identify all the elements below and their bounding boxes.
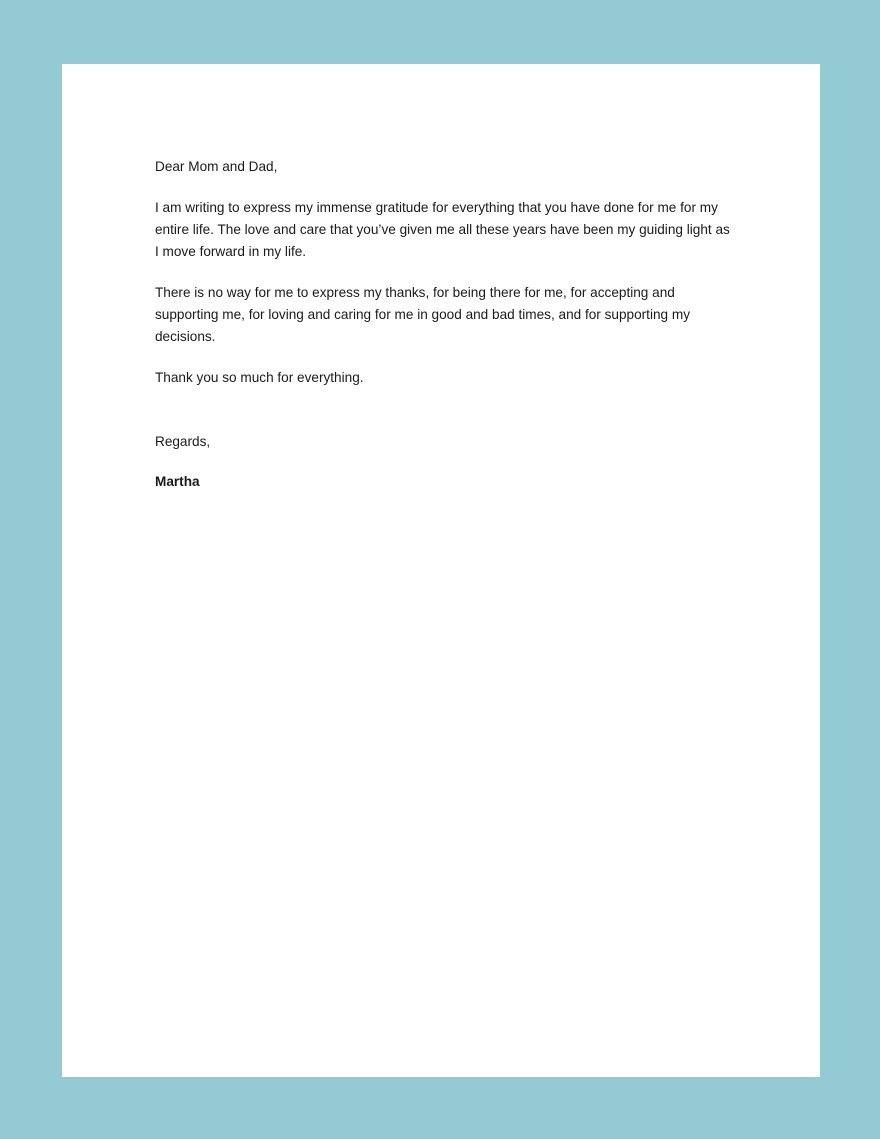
salutation: Dear Mom and Dad,: [155, 159, 278, 174]
paragraph-thanks: There is no way for me to express my thanks, for being there for me, for accepting and supporting me, for loving and caring for me in good and bad times, and for supporting my decisions.: [155, 285, 690, 344]
letter-page: [62, 64, 820, 1077]
sign-off: Regards,: [155, 434, 211, 449]
closing-line: Thank you so much for everything.: [155, 370, 364, 385]
letter-body: [155, 156, 730, 493]
signature-name: Martha: [155, 474, 200, 489]
paragraph-gratitude: I am writing to express my immense gratitude for everything that you have done for me for my entire life. The love and care that you’ve given me all these years have been my guiding light as I move forward in my life.: [155, 200, 730, 259]
